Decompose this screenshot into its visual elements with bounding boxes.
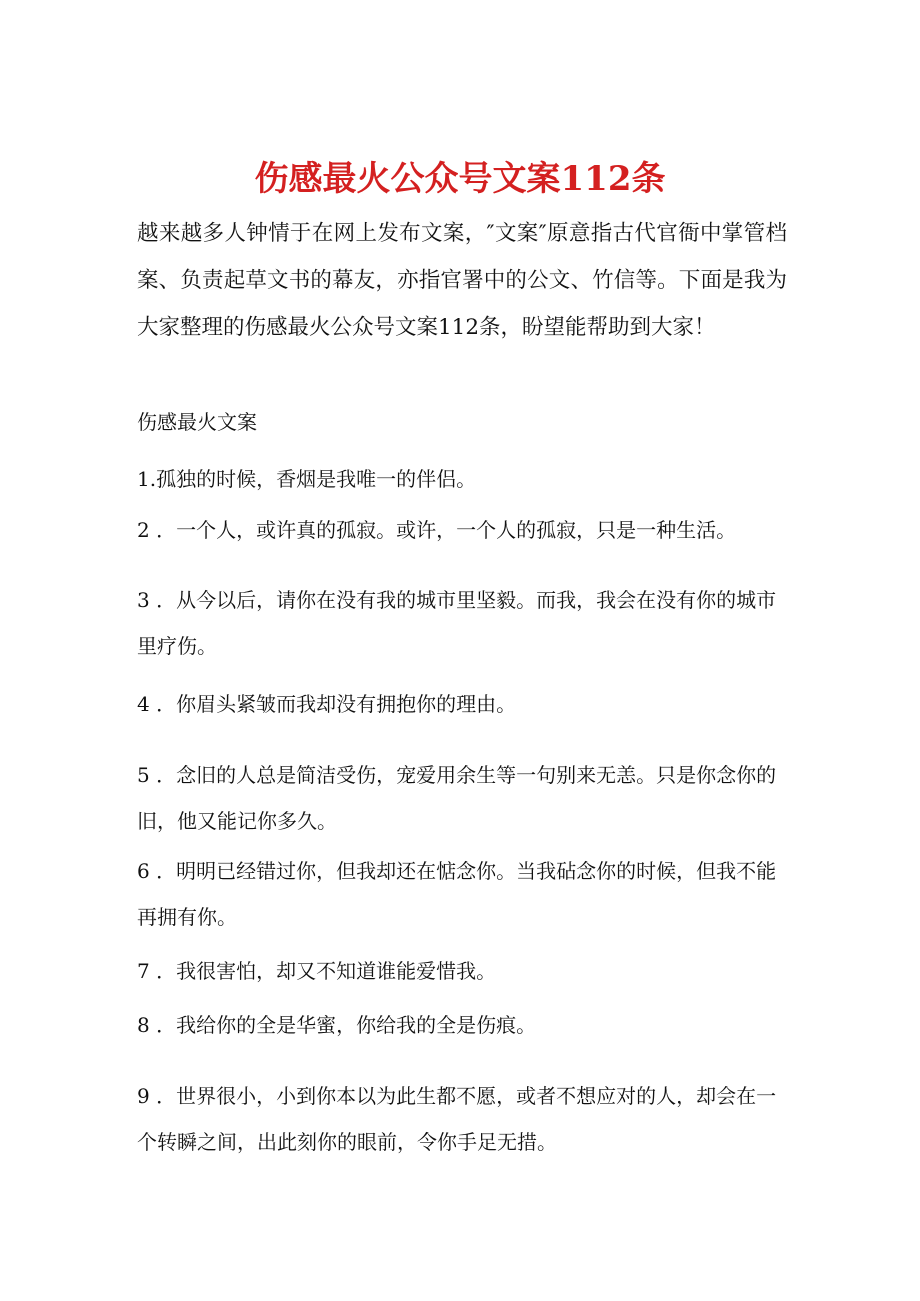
list-item-7: 7 ．我很害怕，却又不知道谁能爱惜我。	[137, 959, 497, 983]
list-item-5: 5 ．念旧的人总是简洁受伤，宠爱用余生等一句别来无恙。只是你念你的旧，他又能记你多久。	[137, 763, 777, 833]
list-item-3: 3 ．从今以后，请你在没有我的城市里坚毅。而我，我会在没有你的城市里疗伤。	[137, 588, 777, 658]
list-item-2: 2 ．一个人，或许真的孤寂。或许，一个人的孤寂，只是一种生活。	[137, 518, 737, 542]
list-item-4: 4 ．你眉头紧皱而我却没有拥抱你的理由。	[137, 692, 517, 716]
intro-paragraph: 越来越多人钟情于在网上发布文案，″文案″原意指古代官衙中掌管档案、负责起草文书的幕友，亦指官署中的公文、竹信等。下面是我为大家整理的伤感最火公众号文案112条，盼望能帮助到大家！	[137, 221, 787, 340]
list-item-8: 8 ．我给你的全是华蜜，你给我的全是伤痕。	[137, 1013, 537, 1037]
list-item-1: 1.孤独的时候，香烟是我唯一的伴侣。	[137, 467, 477, 491]
document-title: 伤感最火公众号文案112条	[254, 158, 666, 199]
section-title: 伤感最火文案	[137, 410, 257, 434]
list-item-6: 6 ．明明已经错过你，但我却还在惦念你。当我砧念你的时候，但我不能再拥有你。	[137, 859, 777, 929]
list-item-9: 9 ．世界很小，小到你本以为此生都不愿，或者不想应对的人，却会在一个转瞬之间，出此刻你的眼前，令你手足无措。	[137, 1084, 777, 1154]
